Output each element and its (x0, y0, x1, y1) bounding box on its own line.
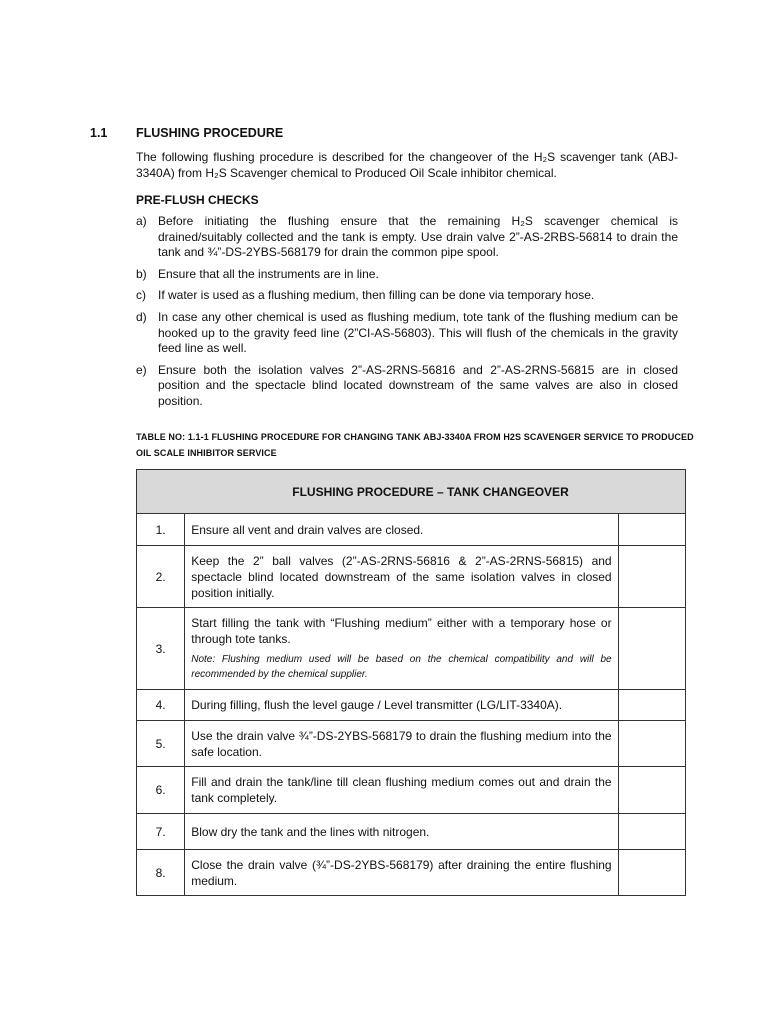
step-number: 7. (137, 814, 185, 850)
check-text: Ensure both the isolation valves 2”-AS-2RNS-56816 and 2”-AS-2RNS-56815 are in closed position and the spectacle blind located downstream of the same valves are also in closed position. (158, 362, 678, 408)
check-cell (618, 814, 685, 850)
table-row (137, 721, 686, 767)
step-text-content: Close the drain valve (¾”-DS-2YBS-568179) after draining the entire flushing medium. (191, 857, 612, 888)
section-number: 1.1 (90, 126, 108, 140)
step-text-content: Keep the 2” ball valves (2”-AS-2RNS-56816 & 2”-AS-2RNS-56815) and spectacle blind located downstream of the same isolation valves in closed position initially. (191, 553, 612, 600)
step-number: 3. (137, 608, 185, 690)
check-cell (618, 514, 685, 546)
table-row (137, 814, 686, 850)
check-item-b (136, 267, 678, 283)
table-row (137, 608, 686, 690)
section-intro: The following flushing procedure is described for the changeover of the H₂S scavenger tank (ABJ-3340A) from H₂S Scavenger chemical to Produced Oil Scale inhibitor chemical. (136, 150, 678, 180)
step-text-content: Blow dry the tank and the lines with nitrogen. (191, 824, 430, 839)
check-item-e (136, 363, 678, 410)
step-number: 6. (137, 767, 185, 814)
check-text: In case any other chemical is used as flushing medium, tote tank of the flushing medium can be hooked up to the gravity feed line (2”CI-AS-56803). This will flush of the chemicals in the gravity feed line as well. (158, 309, 678, 356)
step-text (185, 721, 618, 767)
step-text (185, 814, 618, 850)
check-letter: a) (136, 214, 147, 228)
table-caption: TABLE NO: 1.1-1 FLUSHING PROCEDURE FOR CHANGING TANK ABJ-3340A FROM H2S SCAVENGER SERVICE TO PRODUCED OIL SCALE INHIBITOR SERVICE (136, 432, 694, 458)
procedure-table (136, 469, 686, 896)
table-row (137, 850, 686, 896)
step-text (185, 767, 618, 814)
table-header-row (137, 470, 686, 514)
step-text-content: During filling, flush the level gauge / Level transmitter (LG/LIT-3340A). (191, 698, 563, 712)
step-number: 8. (137, 850, 185, 896)
table-row (137, 546, 686, 608)
check-item-c (136, 288, 678, 304)
check-cell (618, 608, 685, 690)
check-text: Before initiating the flushing ensure that the remaining H₂S scavenger chemical is drained/suitably collected and the tank is empty. Use drain valve 2”-AS-2RBS-56814 to drain the tank and ¾”-DS-2YBS-568179 for drain the common pipe spool. (158, 214, 678, 260)
step-text (185, 850, 618, 896)
step-text-content: Use the drain valve ¾”-DS-2YBS-568179 to drain the flushing medium into the safe location. (191, 728, 612, 759)
step-number: 5. (137, 721, 185, 767)
step-text-content: Ensure all vent and drain valves are closed. (191, 522, 424, 537)
step-text (185, 690, 618, 721)
table-row (137, 514, 686, 546)
table-header: FLUSHING PROCEDURE – TANK CHANGEOVER (137, 470, 686, 514)
step-number: 2. (137, 546, 185, 608)
table-row (137, 690, 686, 721)
section-title: FLUSHING PROCEDURE (136, 126, 284, 140)
step-note: Note: Flushing medium used will be based on the chemical compatibility and will be recommended by the chemical supplier. (191, 654, 612, 680)
check-letter: c) (136, 288, 146, 303)
check-letter: b) (136, 266, 147, 281)
step-text-content: Fill and drain the tank/line till clean flushing medium comes out and drain the tank completely. (191, 775, 612, 805)
check-item-d (136, 310, 678, 357)
step-number: 4. (137, 690, 185, 721)
check-item-a (136, 214, 678, 261)
step-text (185, 546, 618, 608)
check-cell (618, 850, 685, 896)
check-text: Ensure that all the instruments are in line. (158, 266, 379, 281)
table-row (137, 767, 686, 814)
pre-flush-list (136, 214, 678, 416)
check-letter: d) (136, 309, 147, 324)
step-number: 1. (137, 514, 185, 546)
step-text (185, 608, 618, 690)
check-letter: e) (136, 362, 147, 377)
check-cell (618, 767, 685, 814)
check-text: If water is used as a flushing medium, then filling can be done via temporary hose. (158, 288, 595, 303)
pre-flush-heading: PRE-FLUSH CHECKS (136, 193, 259, 207)
check-cell (618, 721, 685, 767)
check-cell (618, 690, 685, 721)
check-cell (618, 546, 685, 608)
step-text (185, 514, 618, 546)
step-text-content: Start filling the tank with “Flushing medium” either with a temporary hose or through tote tanks. (191, 616, 612, 646)
